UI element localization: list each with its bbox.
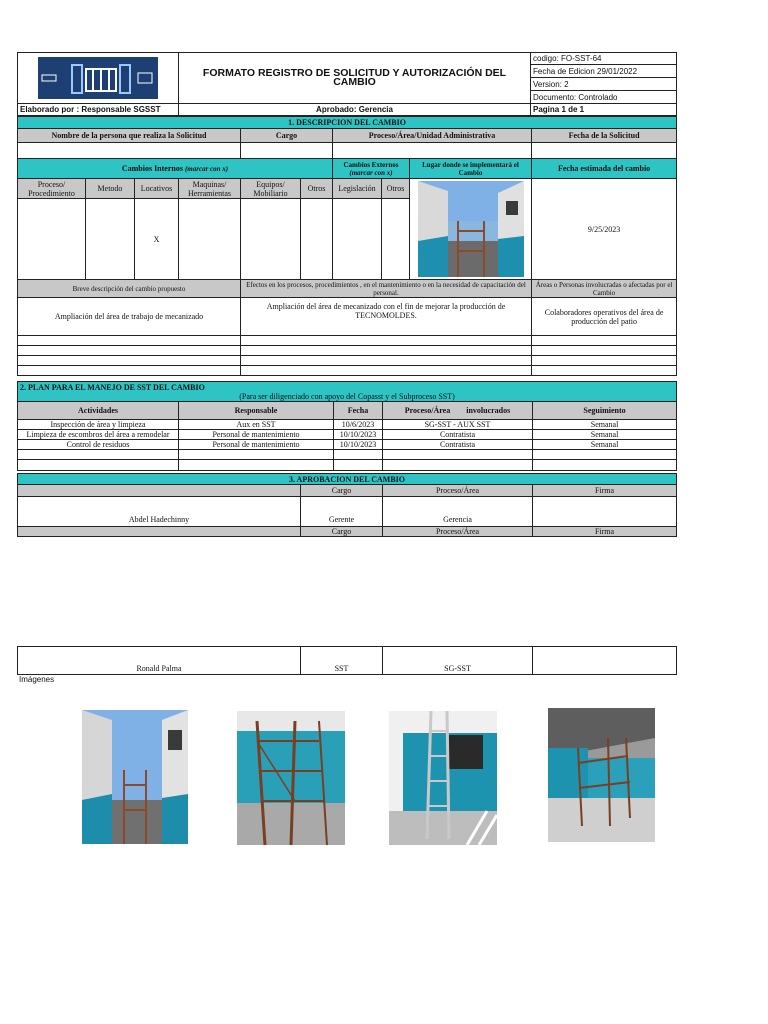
sub-otros2-header: Otros [382,179,410,199]
efectos-header: Efectos en los procesos, procedimientos , en el mantenimiento o en la necesidad de capacitación del personal. [241,280,532,298]
approver-cargo-header: Cargo [301,485,383,497]
approver2-name: Ronald Palma [18,647,301,675]
empty-row [241,366,532,376]
approver2-table [17,646,677,675]
approver2-cargo: SST [301,647,383,675]
empty-row [18,336,241,346]
section3-table [17,473,677,537]
approver1-proceso: Gerencia [383,497,533,527]
sub-maquinas-header: Maquinas/ Herramientas [179,179,241,199]
empty-row [533,450,677,460]
approver-proceso-header: Proceso/Área [383,485,533,497]
row-actividad: Inspección de área y limpieza [18,420,179,430]
empty-row [18,346,241,356]
empty-row [241,336,532,346]
empty-row [532,336,677,346]
row-seguimiento: Semanal [533,420,677,430]
check-legislacion[interactable] [333,199,382,280]
empty-row [334,460,383,471]
col-proceso2-header: Proceso/Área involucrados [383,402,533,420]
row-proceso: Contratista [383,430,533,440]
row-responsable: Personal de mantenimiento [179,430,334,440]
approver2-firma[interactable] [533,647,677,675]
col-seguimiento-header: Seguimiento [533,402,677,420]
sub-locativos-header: Locativos [135,179,179,199]
section2-title: 2. PLAN PARA EL MANEJO DE SST DEL CAMBIO [20,382,205,392]
empty-row [179,460,334,471]
section1-table [17,116,677,376]
empty-row [18,356,241,366]
approver2-proceso: SG-SST [383,647,533,675]
cambios-externos-header: Cambios Externos (marcar con x) [333,159,410,179]
col-responsable-header: Responsable [179,402,334,420]
empty-row [532,366,677,376]
site-photo-3 [389,711,497,845]
section3-title: 3. APROBACION DEL CAMBIO [18,474,677,485]
section2-table [17,381,677,471]
pagina-field: Pagina 1 de 1 [531,104,677,116]
row-responsable: Personal de mantenimiento [179,440,334,450]
col-nombre-header: Nombre de la persona que realiza la Solicitud [18,129,241,143]
check-otros2[interactable] [382,199,410,280]
fecha-edicion-field: Fecha de Edicion 29/01/2022 [531,65,677,78]
sub-otros-header: Otros [301,179,333,199]
breve-header: Breve descripción del cambio propuesto [18,280,241,298]
form-title: FORMATO REGISTRO DE SOLICITUD Y AUTORIZACIÓN DEL CAMBIO [179,53,531,104]
col-fecha-header: Fecha de la Solicitud [532,129,677,143]
version-field: Version: 2 [531,78,677,91]
fecha-estimada-value: 9/25/2023 [532,179,677,280]
row-fecha: 10/10/2023 [334,440,383,450]
section2-title-cell [18,382,677,402]
empty-row [18,366,241,376]
empty-row [383,450,533,460]
approver-firma-header: Firma [533,485,677,497]
empty-row [18,460,179,471]
row-proceso: SG-SST - AUX SST [383,420,533,430]
documento-field: Documento: Controlado [531,91,677,104]
header-table [17,52,677,116]
sub-metodo-header: Metodo [86,179,135,199]
approver-cargo-header: Cargo [301,527,383,537]
approver-proceso-header: Proceso/Área [383,527,533,537]
elaborado-por: Elaborado por : Responsable SGSST [18,104,179,116]
aprobado-por: Aprobado: Gerencia [179,104,531,116]
approver-name-header [18,485,301,497]
check-metodo[interactable] [86,199,135,280]
sub-proceso-header: Proceso/ Procedimiento [18,179,86,199]
table-row [18,420,677,430]
fecha-estimada-header: Fecha estimada del cambio [532,159,677,179]
section1-title: 1. DESCRIPCION DEL CAMBIO [18,117,677,129]
images-label: Imágenes [19,675,55,684]
row-responsable: Aux en SST [179,420,334,430]
col-fecha2-header: Fecha [334,402,383,420]
row-fecha: 10/10/2023 [334,430,383,440]
lugar-photo [418,181,524,277]
logo-graphic-icon [38,57,158,99]
approver-firma-header: Firma [533,527,677,537]
approver-name-header [18,527,301,537]
empty-row [241,346,532,356]
areas-value: Colaboradores operativos del área de producción del patio [532,298,677,336]
col-proceso-header: Proceso/Área/Unidad Administrativa [333,129,532,143]
site-photo-2 [237,711,345,845]
site-photo-1 [82,710,188,844]
section2-subtitle: (Para ser diligenciado con apoyo del Copasst y el Subproceso SST) [239,391,455,401]
breve-value: Ampliación del área de trabajo de mecanizado [18,298,241,336]
empty-row [179,450,334,460]
lugar-header: Lugar donde se implementará el Cambio [410,159,532,179]
check-proceso[interactable] [18,199,86,280]
cambios-internos-header: Cambios Internos (marcar con x) [18,159,333,179]
table-row [18,440,677,450]
check-maquinas[interactable] [179,199,241,280]
fecha-solicitud-input[interactable] [532,143,677,159]
empty-row [241,356,532,366]
cargo-input[interactable] [241,143,333,159]
check-locativos[interactable]: X [135,199,179,280]
empty-row [532,346,677,356]
row-fecha: 10/6/2023 [334,420,383,430]
table-row [18,430,677,440]
col-cargo-header: Cargo [241,129,333,143]
empty-row [532,356,677,366]
codigo-field: codigo: FO-SST-64 [531,53,677,65]
company-logo [38,57,158,99]
approver1-cargo: Gerente [301,497,383,527]
row-seguimiento: Semanal [533,440,677,450]
empty-row [533,460,677,471]
empty-row [383,460,533,471]
lugar-photo-cell [410,179,532,280]
approver1-name: Abdel Hadechinny [18,497,301,527]
check-equipos[interactable] [241,199,301,280]
areas-header: Áreas o Personas involucradas o afectadas por el Cambio [532,280,677,298]
proceso-input[interactable] [333,143,532,159]
approver1-firma[interactable] [533,497,677,527]
row-proceso: Contratista [383,440,533,450]
nombre-input[interactable] [18,143,241,159]
sub-legislacion-header: Legislación [333,179,382,199]
row-actividad: Limpieza de escombros del área a remodelar [18,430,179,440]
col-actividades-header: Actividades [18,402,179,420]
efectos-value: Ampliación del área de mecanizado con el fin de mejorar la producción de TECNOMOLDES. [241,298,532,336]
site-photo-4 [548,708,655,842]
logo-cell [18,53,179,104]
check-otros[interactable] [301,199,333,280]
empty-row [18,450,179,460]
sub-equipos-header: Equipos/ Mobiliario [241,179,301,199]
row-actividad: Control de residuos [18,440,179,450]
empty-row [334,450,383,460]
row-seguimiento: Semanal [533,430,677,440]
